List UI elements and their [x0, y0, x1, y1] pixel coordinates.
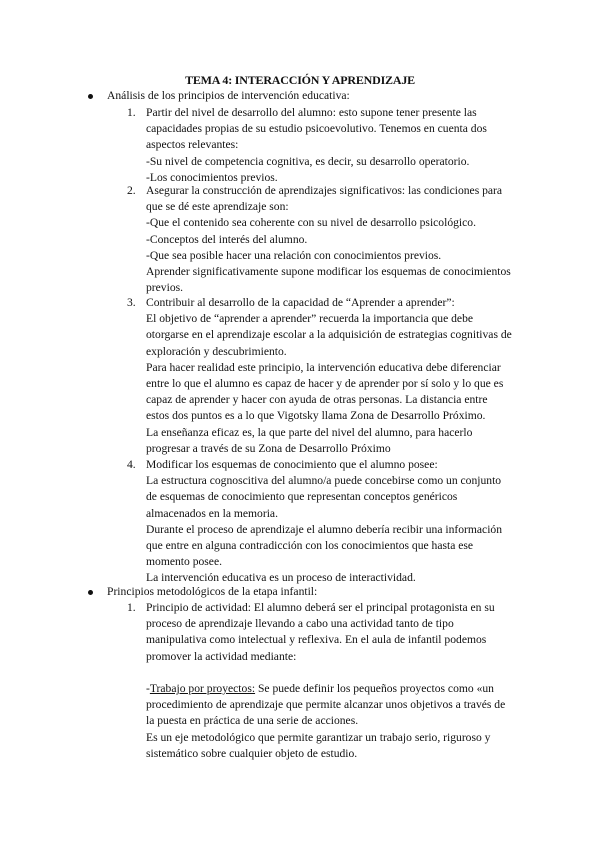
text-line: exploración y descubrimiento. [146, 344, 287, 358]
text-line: promover la actividad mediante: [146, 649, 297, 663]
text-line: -Que el contenido sea coherente con su nivel de desarrollo psicológico. [146, 216, 476, 230]
item-number: 1. [127, 106, 136, 119]
item-body [146, 105, 521, 186]
text-line: -Que sea posible hacer una relación con conocimientos previos. [146, 248, 442, 262]
text-line: entre lo que el alumno es capaz de hacer y de aprender por sí solo y lo que es [146, 376, 504, 390]
project-label: Trabajo por proyectos: [149, 681, 256, 695]
text-line: otorgarse en el aprendizaje escolar a la adquisición de estrategias cognitivas de [146, 328, 512, 342]
text-line: -Conceptos del interés del alumno. [146, 232, 308, 246]
text-line: que se dé este aprendizaje son: [146, 200, 289, 214]
text-line: Modificar los esquemas de conocimiento que el alumno posee: [146, 458, 438, 471]
section-heading: Principios metodológicos de la etapa infantil: [107, 585, 318, 598]
text-line: almacenados en la memoria. [146, 506, 278, 520]
text-line: momento posee. [146, 555, 222, 569]
text-line: aspectos relevantes: [146, 138, 239, 152]
project-line [146, 681, 521, 697]
text-line: de esquemas de conocimiento que representan conceptos genéricos [146, 490, 458, 504]
text-line: manipulativa como intelectual y reflexiva. En el aula de infantil podemos [146, 633, 487, 647]
project-text: Se puede definir los pequeños proyectos como «un [255, 681, 494, 695]
item-body [146, 295, 521, 457]
item-number: 3. [127, 296, 136, 309]
item-number: 4. [127, 458, 136, 471]
text-line: Para hacer realidad este principio, la intervención educativa debe diferenciar [146, 360, 501, 374]
text-line: Asegurar la construcción de aprendizajes significativos: las condiciones para [146, 184, 503, 197]
item-number: 1. [127, 601, 136, 614]
text-line: procedimiento de aprendizaje que permite alcanzar unos objetivos a través de [146, 698, 506, 712]
item-body [146, 600, 521, 762]
text-line: -Su nivel de competencia cognitiva, es decir, su desarrollo operatorio. [146, 154, 470, 168]
text-line: La estructura cognoscitiva del alumno/a puede concebirse como un conjunto [146, 474, 502, 488]
item-number: 2. [127, 184, 136, 197]
dash-prefix: - [146, 681, 150, 695]
text-line: la puesta en práctica de una serie de acciones. [146, 714, 359, 728]
text-line: progresar a través de su Zona de Desarrollo Próximo [146, 441, 391, 455]
text-line: que entre en alguna contradicción con los conocimientos que hasta ese [146, 538, 474, 552]
text-line: Es un eje metodológico que permite garantizar un trabajo serio, riguroso y [146, 730, 491, 744]
text-line: previos. [146, 281, 184, 295]
text-line: capaz de aprender y hacer con ayuda de otras personas. La distancia entre [146, 393, 488, 407]
section-heading: Análisis de los principios de intervención educativa: [107, 89, 350, 102]
text-line: Principio de actividad: El alumno deberá ser el principal protagonista en su [146, 601, 495, 614]
text-line: Aprender significativamente supone modificar los esquemas de conocimientos [146, 264, 511, 278]
text-line: Partir del nivel de desarrollo del alumno: esto supone tener presente las [146, 106, 477, 119]
text-line: La enseñanza eficaz es, la que parte del nivel del alumno, para hacerlo [146, 425, 473, 439]
text-line: -Los conocimientos previos. [146, 170, 278, 184]
text-line: Durante el proceso de aprendizaje el alumno debería recibir una información [146, 522, 503, 536]
text-line: sistemático sobre cualquier objeto de estudio. [146, 746, 358, 760]
text-line: La intervención educativa es un proceso de interactividad. [146, 571, 416, 585]
item-body [146, 457, 521, 587]
bullet-icon [88, 590, 93, 595]
bullet-icon [88, 94, 93, 99]
item-body [146, 183, 521, 296]
text-line: El objetivo de “aprender a aprender” recuerda la importancia que debe [146, 312, 474, 326]
text-line: capacidades propias de su estudio psicoevolutivo. Tenemos en cuenta dos [146, 122, 487, 136]
text-line: proceso de aprendizaje llevando a cabo una actividad tanto de tipo [146, 617, 454, 631]
text-line: Contribuir al desarrollo de la capacidad de “Aprender a aprender”: [146, 296, 455, 309]
page-title: TEMA 4: INTERACCIÓN Y APRENDIZAJE [185, 73, 415, 87]
blank-line [146, 665, 521, 681]
text-line: estos dos puntos es a lo que Vigotsky llama Zona de Desarrollo Próximo. [146, 409, 486, 423]
